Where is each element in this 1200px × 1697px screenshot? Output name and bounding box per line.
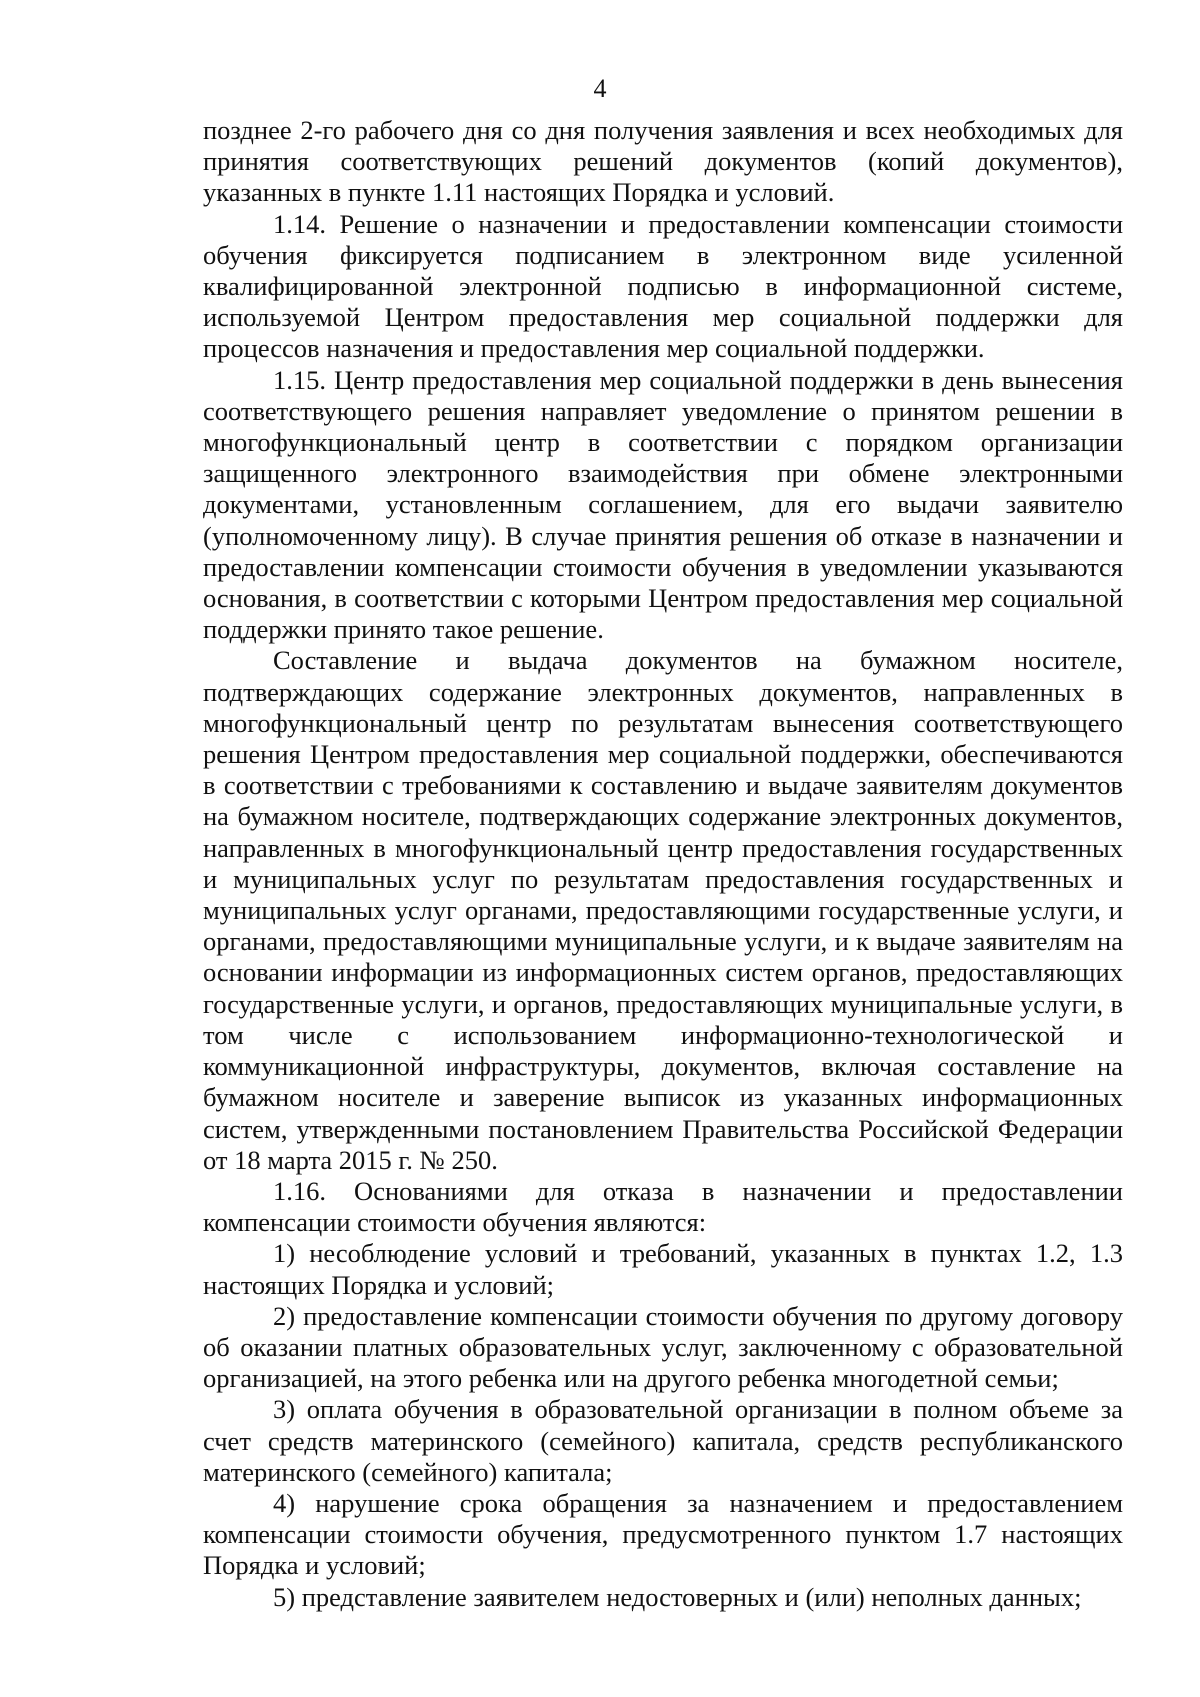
paragraph-1-14: 1.14. Решение о назначении и предоставлении компенсации стоимости обучения фиксируется подписанием в электронном виде усиленной квалифицированной электронной подписью в информационной системе, используемой Центром предоставления мер социальной поддержки для процессов назначения и предоставления мер социальной поддержки. [203,208,1123,364]
paragraph-1-15: 1.15. Центр предоставления мер социальной поддержки в день вынесения соответствующего решения направляет уведомление о принятом решении в многофункциональный центр в соответствии с порядком организации защищенного электронного взаимодействия при обмене электронными документами, установленным соглашением, для его выдачи заявителю (уполномоченному лицу). В случае принятия решения об отказе в назначении и предоставлении компенсации стоимости обучения в уведомлении указываются основания, в соответствии с которыми Центром предоставления мер социальной поддержки принято такое решение. [203,364,1123,645]
list-item-3: 3) оплата обучения в образовательной организации в полном объеме за счет средств материнского (семейного) капитала, средств республиканского материнского (семейного) капитала; [203,1394,1123,1487]
paragraph-document-issuance: Составление и выдача документов на бумажном носителе, подтверждающих содержание электронных документов, направленных в многофункциональный центр по результатам вынесения соответствующего решения Центром предоставления мер социальной поддержки, обеспечиваются в соответствии с требованиями к составлению и выдаче заявителям документов на бумажном носителе, подтверждающих содержание электронных документов, направленных в многофункциональный центр предоставления государственных и муниципальных услуг по результатам предоставления государственных и муниципальных услуг органами, предоставляющими государственные услуги, и органами, предоставляющими муниципальные услуги, и к выдаче заявителям на основании информации из информационных систем органов, предоставляющих государственные услуги, и органов, предоставляющих муниципальные услуги, в том числе с использованием информационно-технологической и коммуникационной инфраструктуры, документов, включая составление на бумажном носителе и заверение выписок из указанных информационных систем, утвержденными постановлением Правительства Российской Федерации от 18 марта 2015 г. № 250. [203,645,1123,1175]
document-body [203,115,1123,1613]
paragraph: позднее 2-го рабочего дня со дня получения заявления и всех необходимых для принятия соответствующих решений документов (копий документов), указанных в пункте 1.11 настоящих Порядка и условий. [203,115,1123,208]
list-item-1: 1) несоблюдение условий и требований, указанных в пунктах 1.2, 1.3 настоящих Порядка и условий; [203,1238,1123,1300]
list-item-5: 5) представление заявителем недостоверных и (или) неполных данных; [273,1581,1082,1612]
paragraph-1-16: 1.16. Основаниями для отказа в назначении и предоставлении компенсации стоимости обучения являются: [203,1175,1123,1238]
list-item-2: 2) предоставление компенсации стоимости обучения по другому договору об оказании платных образовательных услуг, заключенному с образовательной организацией, на этого ребенка или на другого ребенка многодетной семьи; [203,1300,1123,1394]
page-number: 4 [593,74,607,103]
list-item-4: 4) нарушение срока обращения за назначением и предоставлением компенсации стоимости обучения, предусмотренного пунктом 1.7 настоящих Порядка и условий; [203,1487,1123,1581]
